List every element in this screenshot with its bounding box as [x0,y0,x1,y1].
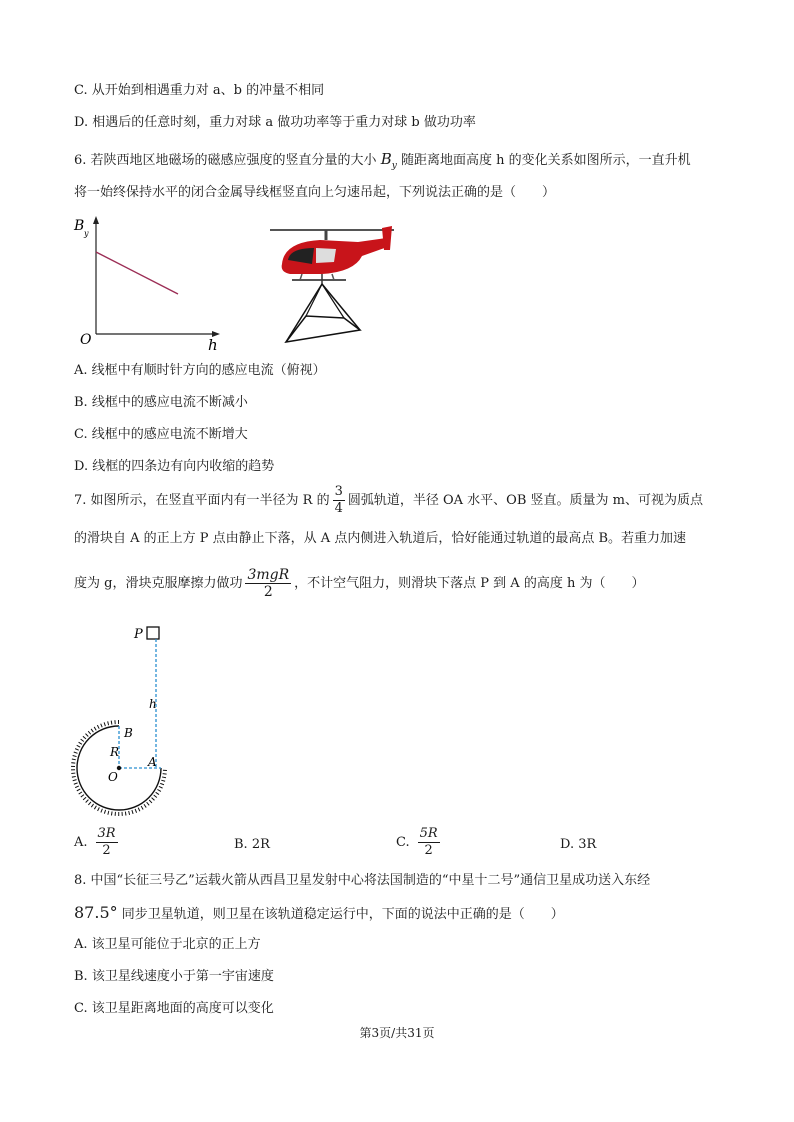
q7-option-a: A. $\frac{3R}{2}$ [74,826,116,858]
question-6-line1 [74,150,691,175]
radius-r-label: R [110,745,120,759]
by-symbol: $B_y$ [380,150,397,171]
option-d-q5: D. 相遇后的任意时刻，重力对球 a 做功功率等于重力对球 b 做功功率 [74,115,476,130]
q8-option-c: C. 该卫星距离地面的高度可以变化 [74,1001,274,1016]
q6-option-c: C. 线框中的感应电流不断增大 [74,427,248,442]
point-o-label: O [108,770,118,784]
graph-origin: O [80,332,92,348]
q8-option-b: B. 该卫星线速度小于第一宇宙速度 [74,969,274,984]
graph-x-label: h [208,336,218,352]
graph-y-label: B [74,218,85,234]
question-8-line2: 87.5° 同步卫星轨道，则卫星在该轨道稳定运行中，下面的说法中正确的是（ ） [74,903,564,922]
circular-track-diagram [66,618,186,822]
question-8-line1: 8. 中国“长征三号乙”运载火箭从西昌卫星发射中心将法国制造的“中星十二号”通信卫星成功送入东经 [74,873,651,888]
q6-text-a: 6. 若陕西地区地磁场的磁感应强度的竖直分量的大小 [74,153,377,168]
q6-text-b: 随距离地面高度 h 的变化关系如图所示，一直升机 [400,153,691,168]
q6-option-a: A. 线框中有顺时针方向的感应电流（俯视） [74,363,326,378]
height-h-label: h [149,697,157,711]
option-c-q5: C. 从开始到相遇重力对 a、b 的冲量不相同 [74,83,325,98]
q6-option-b: B. 线框中的感应电流不断减小 [74,395,248,410]
point-b-label: B [124,726,133,740]
question-6-line2: 将一始终保持水平的闭合金属导线框竖直向上匀速吊起，下列说法正确的是（ ） [74,185,556,200]
by-vs-h-graph [68,212,228,352]
question-7-line3: 度为 g，滑块克服摩擦力做功 $\frac{\text{3mgR}}{2}$ ，不计空气阻力，则滑块下落点 P 到 A 的高度 h 为（ ） [74,567,645,600]
graph-y-sub: y [84,229,89,238]
work-fraction: $\frac{\text{3mgR}}{2}$ [247,567,290,600]
q8-option-a: A. 该卫星可能位于北京的正上方 [74,937,261,952]
q7-option-d: D. 3R [560,837,597,852]
three-quarters-fraction: $\frac{3}{4}$ [334,484,343,516]
page-footer: 第3页/共31页 [359,1026,435,1040]
q7-option-b: B. 2R [234,837,270,852]
question-7-line1: 7. 如图所示，在竖直平面内有一半径为 R 的 $\frac{3}{4}$ 圆弧轨道，半径 OA 水平、OB 竖直。质量为 m、可视为质点 [74,484,703,516]
question-7-line2: 的滑块自 A 的正上方 P 点由静止下落，从 A 点内侧进入轨道后，恰好能通过轨道的最高点 B。若重力加速 [74,531,687,546]
point-p-label: P [134,627,143,642]
q6-option-d: D. 线框的四条边有向内收缩的趋势 [74,459,275,474]
helicopter-lifting-frame-image [262,216,402,356]
q7-option-c: C. $\frac{5R}{2}$ [396,826,438,858]
point-a-label: A [148,755,157,769]
